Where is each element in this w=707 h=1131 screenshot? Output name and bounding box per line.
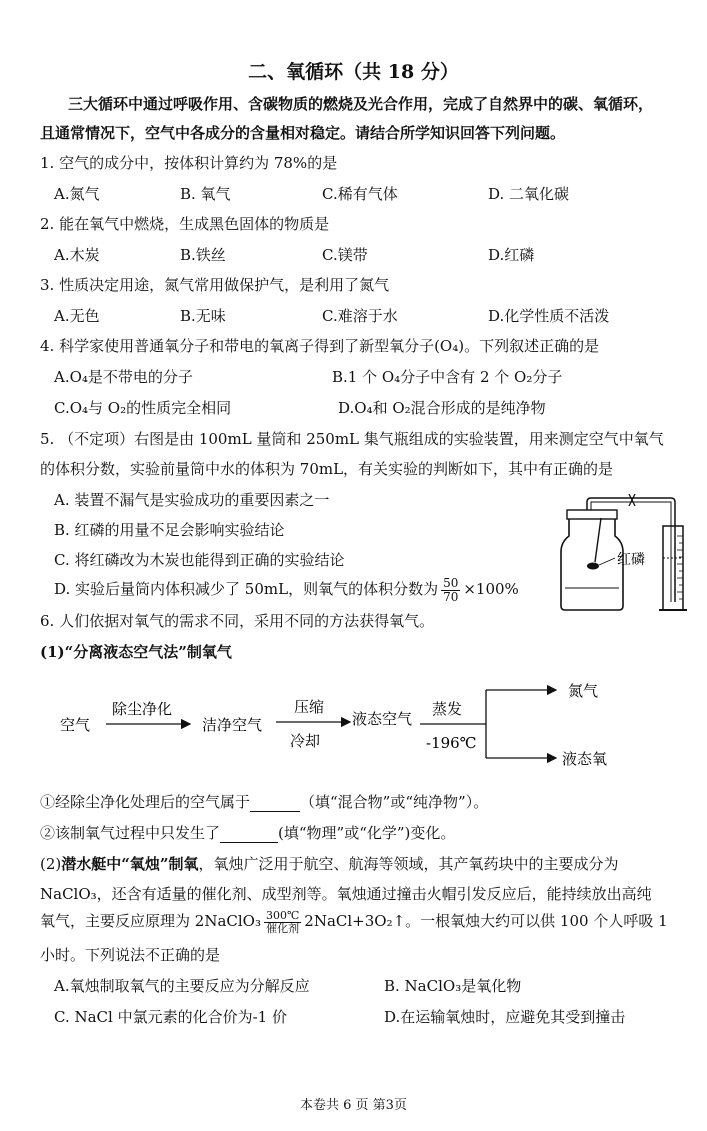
q6-part2-heading: 潜水艇中“氧烛”制氧: [61, 855, 199, 873]
q5-option-a: A. 装置不漏气是实验成功的重要因素之一: [54, 491, 330, 509]
fraction-suffix: ×100%: [463, 580, 519, 598]
q6-sub2-text-a: ②该制氧气过程中只发生了: [40, 824, 221, 842]
q6-part2-option-a: A.氧烛制取氧气的主要反应为分解反应: [54, 977, 310, 995]
q6-sub2: [40, 822, 455, 843]
q5-option-d: [54, 576, 519, 604]
q6-part2-line-3-b: 2NaCl+3O₂↑。一根氧烛大约可以供 100 个人呼吸 1: [304, 912, 668, 930]
q4-option-b: B.1 个 O₄分子中含有 2 个 O₂分子: [332, 368, 563, 386]
q6-sub2-text-b: (填“物理”或“化学”)变化。: [278, 824, 456, 842]
q6-part2-label: (2): [40, 855, 62, 873]
q4-stem: 4. 科学家使用普通氧分子和带电的氧离子得到了新型氧分子(O₄)。下列叙述正确的是: [40, 337, 600, 355]
q4-option-d: D.O₄和 O₂混合形成的是纯净物: [338, 399, 546, 417]
reaction-temperature: 300℃: [265, 908, 300, 922]
q1-option-d: D. 二氧化碳: [488, 185, 570, 203]
q2-option-b: B.铁丝: [180, 246, 226, 264]
reaction-catalyst: 催化剂: [266, 921, 300, 935]
q3-option-a: A.无色: [54, 307, 100, 325]
fraction-numerator: 50: [443, 575, 459, 590]
fraction: [441, 577, 460, 604]
q6-part2-line-4: 小时。下列说法不正确的是: [40, 946, 221, 964]
flow-air: 空气: [60, 716, 91, 734]
answer-blank-1[interactable]: [250, 793, 300, 812]
q6-sub1-text-a: ①经除尘净化处理后的空气属于: [40, 793, 251, 811]
flow-step-evaporate: 蒸发: [432, 700, 463, 718]
q6-part2-line-3-a: 氧气，主要反应原理为 2NaClO₃: [40, 912, 261, 930]
q1-stem: 1. 空气的成分中，按体积计算约为 78%的是: [40, 154, 338, 172]
q6-part2-line-2: NaClO₃，还含有适量的催化剂、成型剂等。氧烛通过撞击火帽引发反应后，能持续放出高纯: [40, 885, 652, 903]
q4-option-c: C.O₄与 O₂的性质完全相同: [54, 399, 232, 417]
flow-liquid-oxygen: 液态氧: [562, 750, 608, 768]
q6-stem: 6. 人们依据对氧气的需求不同，采用不同的方法获得氧气。: [40, 612, 435, 630]
combustion-spoon-rod: [595, 518, 601, 562]
q3-option-c: C.难溶于水: [322, 307, 398, 325]
clamp-icon: [629, 494, 635, 506]
red-phosphorus-label: 红磷: [617, 552, 645, 568]
reaction-condition: [264, 910, 301, 935]
q3-stem: 3. 性质决定用途，氮气常用做保护气，是利用了氮气: [40, 276, 390, 294]
experiment-apparatus-figure: [555, 488, 705, 614]
q1-option-c: C.稀有气体: [322, 185, 398, 203]
bottle-stopper: [567, 510, 617, 519]
page-footer: 本卷共 6 页 第3页: [300, 1098, 407, 1113]
q6-part1-heading: (1)“分离液态空气法”制氧气: [40, 643, 232, 661]
q3-option-b: B.无味: [180, 307, 226, 325]
q1-option-a: A.氮气: [54, 185, 100, 203]
flow-step-compress: 压缩: [294, 698, 325, 716]
q6-part2-option-b: B. NaClO₃是氧化物: [384, 977, 522, 995]
q2-stem: 2. 能在氧气中燃烧，生成黑色固体的物质是: [40, 215, 330, 233]
q5-option-c: C. 将红磷改为木炭也能得到正确的实验结论: [54, 551, 345, 569]
air-separation-flow-diagram: [40, 672, 680, 782]
q2-option-c: C.镁带: [322, 246, 368, 264]
q6-sub1-text-b: （填“混合物”或“纯净物”）。: [300, 793, 489, 811]
flow-liquid-air: 液态空气: [352, 710, 413, 728]
q6-part2-line-3: [40, 906, 668, 936]
q6-sub1: [40, 791, 488, 812]
q2-option-d: D.红磷: [488, 246, 535, 264]
fraction-denominator: 70: [443, 589, 459, 604]
label-leader-line: [599, 558, 615, 565]
red-phosphorus-spoon: [587, 563, 599, 570]
q5-option-b: B. 红磷的用量不足会影响实验结论: [54, 521, 285, 539]
cylinder-graduations: [677, 536, 683, 599]
flow-step-cool: 冷却: [290, 732, 321, 750]
q2-option-a: A.木炭: [54, 246, 100, 264]
q6-part2-line-1-rest: ，氧烛广泛用于航空、航海等领域，其产氧药块中的主要成分为: [198, 855, 619, 873]
section-title: 二、氧循环（共 18 分）: [248, 61, 459, 83]
q6-part2-option-c: C. NaCl 中氯元素的化合价为-1 价: [54, 1008, 287, 1026]
flow-step-temperature: -196℃: [426, 734, 477, 752]
flow-clean-air: 洁净空气: [202, 716, 263, 734]
q6-part2-option-d: D.在运输氧烛时，应避免其受到撞击: [384, 1008, 626, 1026]
q4-option-a: A.O₄是不带电的分子: [54, 368, 193, 386]
q5-option-d-text: D. 实验后量筒内体积减少了 50mL，则氧气的体积分数为: [54, 580, 439, 598]
flow-step-dust-removal: 除尘净化: [112, 700, 173, 718]
q6-part2-line-1: [40, 853, 619, 874]
q3-option-d: D.化学性质不活泼: [488, 307, 610, 325]
q5-stem-line-1: 5. （不定项）右图是由 100mL 量筒和 250mL 集气瓶组成的实验装置，用来测定空气中氧气: [40, 430, 664, 448]
graduated-cylinder: [663, 526, 683, 610]
intro-line-2: 且通常情况下，空气中各成分的含量相对稳定。请结合所学知识回答下列问题。: [40, 124, 566, 142]
q5-stem-line-2: 的体积分数，实验前量筒中水的体积为 70mL，有关实验的判断如下，其中有正确的是: [40, 460, 614, 478]
flow-nitrogen: 氮气: [568, 682, 599, 700]
answer-blank-2[interactable]: [220, 824, 278, 843]
q1-option-b: B. 氧气: [180, 185, 231, 203]
intro-line-1: 三大循环中通过呼吸作用、含碳物质的燃烧及光合作用，完成了自然界中的碳、氧循环，: [68, 95, 654, 113]
